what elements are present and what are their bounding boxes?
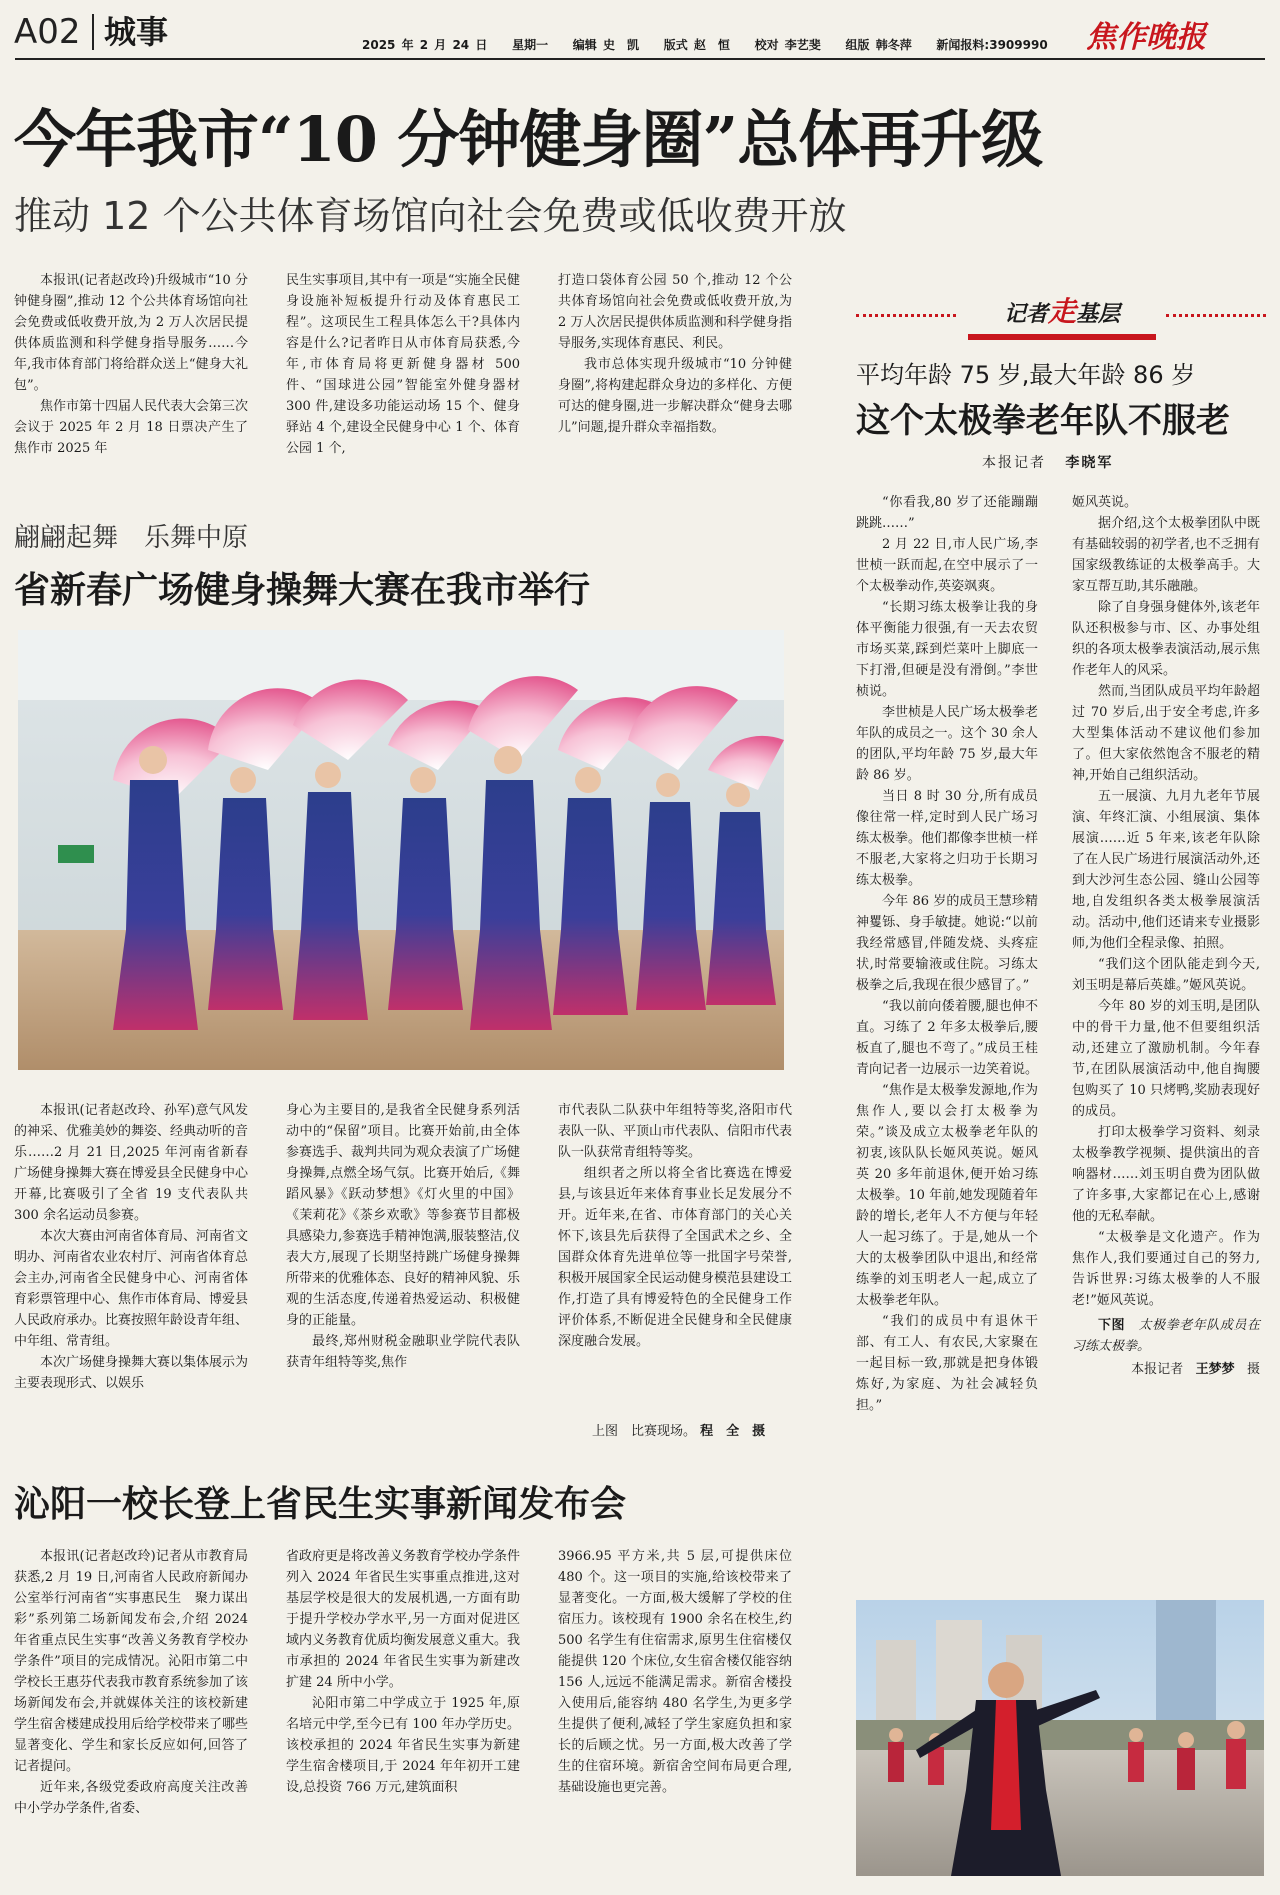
- story2-column-2: [286, 1100, 520, 1373]
- credit-suffix: 摄: [1246, 1362, 1260, 1377]
- page-number: A02: [14, 12, 81, 52]
- paragraph: 民生实事项目,其中有一项是“实施全民健身设施补短板提升行动及体育惠民工程”。这项民生工程具体怎么干?具体内容是什么?记者昨日从市体育局获悉,今年,市体育局将更新健身器材 500 件、“国球进公园”智能室外健身器材 300 件,建设多功能运动场 15 个、健身驿站 4 个,建设全民健身中心 1 个、体育公园 1 个,: [286, 273, 520, 456]
- paragraph: 今年 80 岁的刘玉明,是团队中的骨干力量,他不但要组织活动,还建立了激励机制。今年春节,在团队展演活动中,他自掏腰包购买了 10 只烤鸭,奖励表现好的成员。: [1072, 999, 1260, 1119]
- paragraph: 沁阳市第二中学成立于 1925 年,原名培元中学,至今已有 100 年办学历史。该校承担的 2024 年省民生实事为新建学生宿舍楼项目,于 2024 年年初开工建设,总投资 766 万元,建筑面积: [286, 1696, 520, 1795]
- byline-name: 李晓军: [1065, 455, 1114, 471]
- paragraph: 2 月 22 日,市人民广场,李世桢一跃而起,在空中展示了一个太极拳动作,英姿飒爽。: [856, 537, 1038, 594]
- paragraph: 打印太极拳学习资料、刻录太极拳教学视频、提供演出的音响器材……刘玉明自费为团队做了许多事,大家都记在心上,感谢他的无私奉献。: [1072, 1125, 1260, 1224]
- story4-column-2: [1072, 492, 1260, 1380]
- story2-kicker: 翩翩起舞 乐舞中原: [14, 523, 249, 553]
- paragraph: 本报讯(记者赵改玲)记者从市教育局获悉,2 月 19 日,河南省人民政府新闻办公室举行河南省“实事惠民生 聚力谋出彩”系列第二场新闻发布会,介绍 2024 年省重点民生实事“改善义务教育学校办学条件”项目的完成情况。沁阳市第二中学校长王惠芬代表我市教育系统参加了该场新闻发布会,并就媒体关注的该校新建学生宿舍楼建成投用后给学校带来了哪些显著变化、学生和家长反应如何,回答了记者提问。: [14, 1549, 249, 1774]
- story1-headline: 今年我市“10 分钟健身圈”总体再升级: [14, 103, 1043, 176]
- newspaper-logo: 焦作晚报: [1086, 20, 1206, 55]
- reporter-banner: [856, 290, 1266, 340]
- paragraph: 近年来,各级党委政府高度关注改善中小学办学条件,省委、: [14, 1780, 248, 1816]
- story1-column-3: [558, 270, 792, 438]
- story4-photo-credit: [1072, 1359, 1260, 1380]
- paragraph: 本次广场健身操舞大赛以集体展示为主要表现形式、以娱乐: [14, 1355, 249, 1391]
- banner-text-left: 记者: [1003, 301, 1048, 327]
- photographer: 程 全 摄: [700, 1424, 766, 1439]
- story3-column-1: [14, 1546, 248, 1819]
- paragraph: “我们这个团队能走到今天,刘玉明是幕后英雄。”姬风英说。: [1072, 957, 1260, 993]
- paragraph: 李世桢是人民广场太极拳老年队的成员之一。这个 30 余人的团队,平均年龄 75 岁,最大年龄 86 岁。: [856, 705, 1039, 783]
- paragraph: 今年 86 岁的成员王慧珍精神矍铄、身手敏捷。她说:“以前我经常感冒,伴随发烧、头疼症状,时常要输液或住院。习练太极拳之后,我现在很少感冒了。”: [856, 894, 1038, 993]
- paragraph: 3966.95 平方米,共 5 层,可提供床位 480 个。这一项目的实施,给该校带来了显著变化。一方面,极大缓解了学校的住宿压力。该校现有 1900 余名在校生,约 500 名学生有住宿需求,原男生住宿楼仅能提供 120 个床位,女生宿舍楼仅能容纳 156 人,远远不能满足需求。新宿舍楼投入使用后,能容纳 480 名学生,为更多学生提供了便利,减轻了学生家庭负担和家长的后顾之忧。另一方面,极大改善了学生的住宿环境。新宿舍空间布局更合理,基础设施也更完善。: [558, 1549, 792, 1795]
- story1-subhead: 推动 12 个公共体育场馆向社会免费或低收费开放: [14, 194, 847, 238]
- proof-credit: 校对 李艺斐: [754, 38, 821, 52]
- paragraph: 焦作市第十四届人民代表大会第三次会议于 2025 年 2 月 18 日票决产生了焦作市 2025 年: [14, 399, 249, 456]
- story1-column-2: [286, 270, 520, 459]
- paragraph: 省政府更是将改善义务教育学校办学条件列入 2024 年省民生实事重点推进,这对基层学校是很大的发展机遇,一方面有助于提升学校办学水平,另一方面对促进区域内义务教育优质均衡发展意义重大。我市承担的 2024 年省民生实事为新建改扩建 24 所中小学。: [286, 1549, 521, 1690]
- story2-photo-credit: [592, 1420, 765, 1439]
- layout-credit: 版式 赵 恒: [663, 38, 730, 52]
- story3-headline: 沁阳一校长登上省民生实事新闻发布会: [14, 1483, 627, 1525]
- story1-column-1: [14, 270, 248, 459]
- story2-column-1: [14, 1100, 248, 1394]
- caption-label: 下图: [1098, 1318, 1126, 1333]
- paragraph: 据介绍,这个太极拳团队中既有基础较弱的初学者,也不乏拥有国家级教练证的太极拳高手。大家互帮互助,其乐融融。: [1072, 516, 1260, 594]
- paragraph: 最终,郑州财税金融职业学院代表队获青年组特等奖,焦作: [286, 1334, 520, 1370]
- paragraph: 本次大赛由河南省体育局、河南省文明办、河南省农业农村厅、河南省体育总会主办,河南省全民健身中心、河南省体育彩票管理中心、焦作市体育局、博爱县人民政府承办。比赛按照年龄设青年组、中年组、常青组。: [14, 1229, 249, 1349]
- caption-text: 太极拳老年队成员在习练太极拳。: [1072, 1318, 1260, 1354]
- masthead-rule: [15, 58, 1265, 60]
- paragraph: 我市总体实现升级城市“10 分钟健身圈”,将构建起群众身边的多样化、方便可达的健身圈,进一步解决群众“健身去哪儿”问题,提升群众幸福指数。: [558, 357, 792, 435]
- paragraph: 除了自身强身健体外,该老年队还积极参与市、区、办事处组织的各项太极拳表演活动,展示焦作老年人的风采。: [1072, 600, 1260, 678]
- banner-text-right: 基层: [1076, 301, 1121, 327]
- paragraph: 当日 8 时 30 分,所有成员像往常一样,定时到人民广场习练太极拳。他们都像李世桢一样不服老,大家将之归功于长期习练太极拳。: [856, 789, 1039, 888]
- banner-dots-right: [1166, 314, 1266, 317]
- editor-credit: 编辑 史 凯: [572, 38, 639, 52]
- masthead-divider: [92, 14, 94, 50]
- paragraph: 市代表队二队获中年组特等奖,洛阳市代表队一队、平顶山市代表队、信阳市代表队一队获常青组特等奖。: [558, 1103, 793, 1160]
- story2-headline: 省新春广场健身操舞大赛在我市举行: [14, 569, 591, 611]
- taiji-photo-illustration: [856, 1600, 1264, 1876]
- banner-text-mid: 走: [1047, 295, 1076, 328]
- paragraph: “焦作是太极拳发源地,作为焦作人,要以会打太极拳为荣。”谈及成立太极拳老年队的初衷,该队队长姬风英说。姬风英 20 多年前退休,便开始习练太极拳。10 年前,她发现随着年龄的增长,老年人不方便与年轻人一起习练了。于是,她从一个大的太极拳团队中退出,和经常练拳的刘玉明老人一起,成立了太极拳老年队。: [856, 1083, 1038, 1308]
- group-credit: 组版 韩冬萍: [845, 38, 912, 52]
- banner-label: [968, 294, 1156, 340]
- story2-column-3: [558, 1100, 792, 1352]
- story3-column-3: [558, 1546, 792, 1798]
- paragraph: 组织者之所以将全省比赛选在博爱县,与该县近年来体育事业长足发展分不开。近年来,在省、市体育部门的关心关怀下,该县先后获得了全国武术之乡、全国群众体育先进单位等一批国字号荣誉,积极开展国家全民运动健身模范县建设工作,打造了具有博爱特色的全民健身工作评价体系,不断促进全民健身和全民健康深度融合发展。: [558, 1166, 793, 1349]
- story3-column-2: [286, 1546, 520, 1798]
- paragraph: 五一展演、九月九老年节展演、年终汇演、小组展演、集体展演……近 5 年来,该老年队除了在人民广场进行展演活动外,还到大沙河生态公园、缝山公园等地,自发组织各类太极拳展演活动。活动中,他们还请来专业摄影师,为他们全程录像、拍照。: [1072, 789, 1260, 951]
- paragraph: 然而,当团队成员平均年龄超过 70 岁后,出于安全考虑,许多大型集体活动不建议他们参加了。但大家依然饱含不服老的精神,开始自己组织活动。: [1072, 684, 1260, 783]
- story4-headline: 这个太极拳老年队不服老: [856, 401, 1230, 441]
- paragraph: “我们的成员中有退休干部、有工人、有农民,大家聚在一起目标一致,那就是把身体锻炼好,为家庭、为社会减轻负担。”: [856, 1314, 1038, 1413]
- story4-kicker: 平均年龄 75 岁,最大年龄 86 岁: [856, 361, 1196, 389]
- paragraph: “你看我,80 岁了还能蹦蹦跳跳……”: [856, 495, 1038, 531]
- issue-weekday: 星期一: [512, 38, 549, 52]
- taiji-team-photo: [856, 1600, 1264, 1876]
- paragraph: “太极拳是文化遗产。作为焦作人,我们要通过自己的努力,告诉世界:习练太极拳的人不服老!”姬风英说。: [1072, 1230, 1260, 1308]
- paragraph: 身心为主要目的,是我省全民健身系列活动中的“保留”项目。比赛开始前,由全体参赛选手、裁判共同为观众表演了广场健身操舞,点燃全场气氛。比赛开始后,《舞蹈风暴》《跃动梦想》《灯火里的中国》《茉莉花》《茶乡欢歌》等参赛节目都极具感染力,参赛选手精神饱满,服装整洁,仪表大方,展现了长期坚持跳广场健身操舞所带来的优雅体态、良好的精神风貌、乐观的生活态度,传递着热爱运动、积极健身的正能量。: [286, 1103, 521, 1328]
- credit-label: 本报记者: [1131, 1362, 1184, 1377]
- paragraph: 本报讯(记者赵改玲、孙军)意气风发的神采、优雅美妙的舞姿、经典动听的音乐……2 月 21 日,2025 年河南省新春广场健身操舞大赛在博爱县全民健身中心开幕,比赛吸引了全省 19 支代表队共 300 余名运动员参赛。: [14, 1103, 249, 1223]
- story4-photo-caption: [1072, 1315, 1260, 1357]
- paragraph: “我以前向倭着腰,腿也伸不直。习练了 2 年多太极拳后,腰板直了,腿也不弯了。”成员王桂青向记者一边展示一边笑着说。: [856, 999, 1039, 1077]
- section-name: 城事: [104, 13, 169, 51]
- byline-label: 本报记者: [982, 455, 1046, 471]
- credit-name: 王梦梦: [1195, 1362, 1235, 1377]
- paragraph: 本报讯(记者赵改玲)升级城市“10 分钟健身圈”,推动 12 个公共体育场馆向社会免费或低收费开放,为 2 万人次居民提供体质监测和科学健身指导服务……今年,我市体育部门将给群众送上“健身大礼包”。: [14, 273, 248, 393]
- paragraph: “长期习练太极拳让我的身体平衡能力很强,有一天去农贸市场买菜,踩到烂菜叶上脚底一下打滑,但硬是没有滑倒。”李世桢说。: [856, 600, 1038, 699]
- masthead-info: [362, 36, 1048, 53]
- dance-photo-illustration: [18, 630, 784, 1070]
- paragraph: 姬风英说。: [1072, 495, 1138, 510]
- photo-caption: 上图 比赛现场。: [592, 1424, 697, 1439]
- banner-dots-left: [856, 314, 956, 317]
- story4-column-1: [856, 492, 1038, 1416]
- dance-competition-photo: [18, 630, 784, 1070]
- paragraph: 打造口袋体育公园 50 个,推动 12 个公共体育场馆向社会免费或低收费开放,为 2 万人次居民提供体质监测和科学健身指导服务,实现体育惠民、利民。: [558, 273, 792, 351]
- story4-byline: [982, 452, 1113, 472]
- issue-date: 2025 年 2 月 24 日: [362, 38, 488, 52]
- news-hotline: 新闻报料:3909990: [936, 38, 1048, 52]
